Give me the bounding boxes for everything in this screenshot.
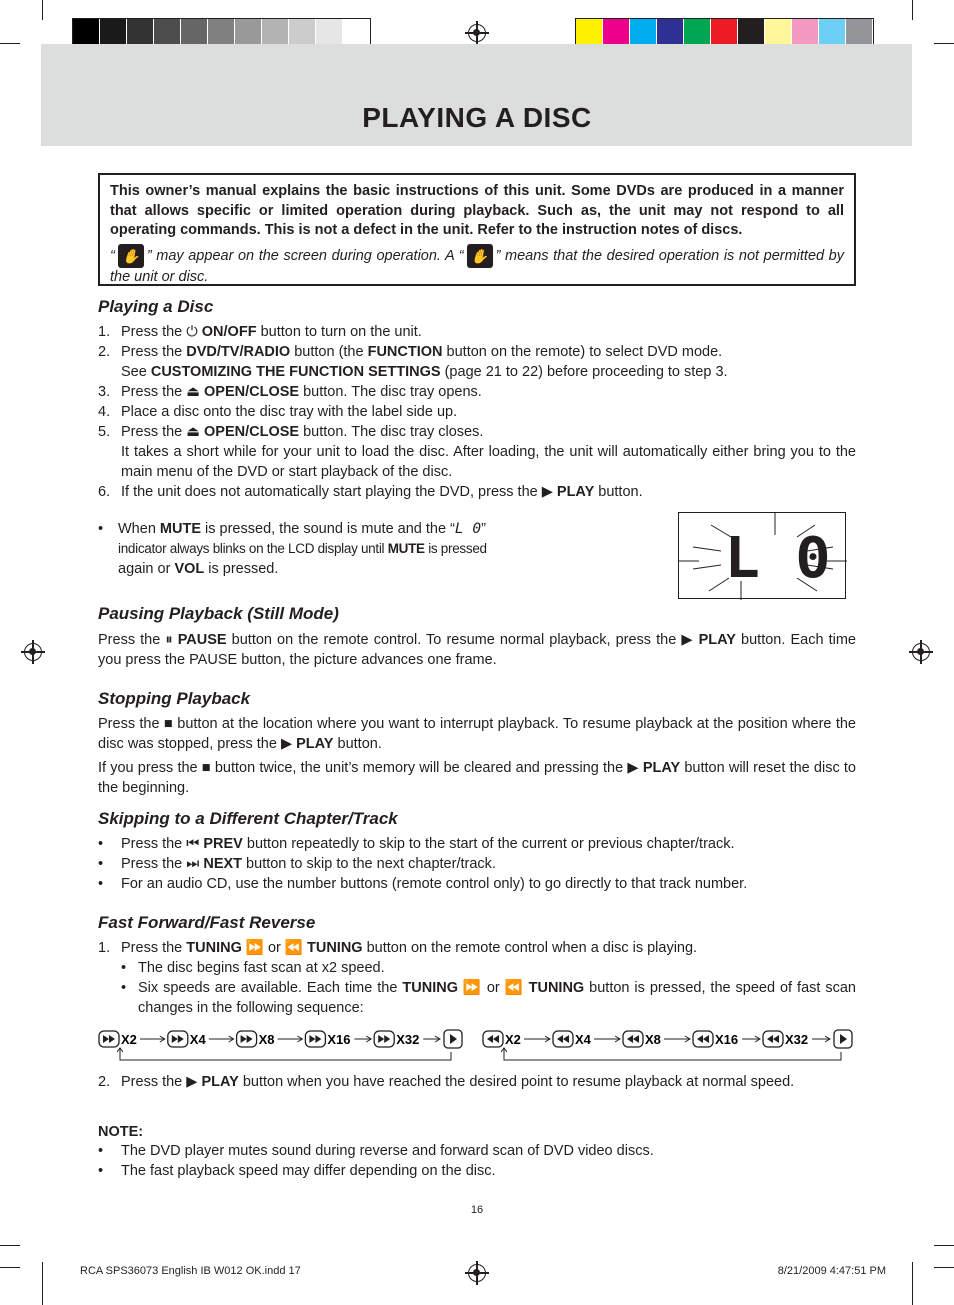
crop-mark [934,1245,954,1246]
speed-label: X2 [505,1032,521,1047]
forward-icon [378,1035,390,1043]
mute-note [98,519,558,579]
step-part: Press the ⏏ [121,424,205,440]
step-number [98,362,121,382]
mute-part: is pressed, the sound is mute and the “ [201,521,455,537]
gray-swatch [235,19,262,47]
color-swatch [819,19,846,47]
step-bold: FUNCTION [367,344,443,360]
mute-lcd-text: L 0 [454,521,482,537]
step-bold: OPEN/CLOSE [204,424,300,440]
step-bold: ON/OFF [201,324,257,340]
ffwd-part: TUNING ⏩ [186,940,264,956]
step-bold: CUSTOMIZING THE FUNCTION SETTINGS [150,364,441,380]
step-text [121,402,856,422]
step-bold: OPEN/CLOSE [204,384,300,400]
loop-return-arrow [501,1048,841,1060]
note-list [98,1141,856,1181]
step-bold: DVD/TV/RADIO [186,344,291,360]
step-number: 4. [98,404,111,420]
step-item [98,482,856,502]
fast-forward-sequence-diagram [98,1028,478,1068]
stopping-text-1 [98,714,856,754]
note-item [98,1161,856,1181]
speed-label: X16 [327,1032,351,1047]
step-number [98,442,121,482]
step-text [121,482,856,502]
ffwd-step-1: 1. Press the TUNING ⏩ or ⏪ TUNING button on the remote control when a disc is playing. [98,940,698,956]
mute-part: is pressed [424,541,487,556]
stopping-part: button will reset the disc to the beginning. [98,760,856,796]
gray-swatch [127,19,154,47]
step-part: Press the ⏻ [121,324,202,340]
pausing-part: button on the remote control. To resume normal playback, press the ▶ [226,632,699,648]
skip-text [121,874,747,894]
skip-item [98,834,856,854]
ffwd-part: Press the ▶ [121,1074,202,1090]
color-swatch [738,19,765,47]
sequence-arrow [423,1036,440,1042]
stopping-text-2 [98,758,856,798]
gray-swatch [100,19,127,47]
step-part: Press the [121,344,187,360]
step-part: button. The disc tray closes. [299,424,484,440]
step-item [98,402,856,422]
play-icon [450,1034,457,1044]
ffwd-part: button when you have reached the desired point to resume playback at normal speed. [238,1074,795,1090]
registration-mark-icon [468,24,486,42]
play-icon [840,1034,847,1044]
notice-bold-text: This owner’s manual explains the basic instructions of this unit. Some DVDs are produced in a manner that allows specific or limited operation during playback. Such as, the unit may not respond to all operating commands. This is not a defect in the unit. Refer to the instruction notes of discs. [110,183,844,238]
ffwd-part: Six speeds are available. Each time the [138,980,403,996]
color-swatch [711,19,738,47]
stopping-part: button. [333,736,382,752]
mute-part: again or [118,561,175,577]
gray-swatch [73,19,100,47]
playing-steps-list [98,322,856,502]
step-item [98,422,856,442]
color-swatch [765,19,792,47]
sequence-svg [98,1028,468,1068]
ffwd-part: ⏪ TUNING [284,940,363,956]
gray-swatch [208,19,235,47]
skipping-list [98,834,856,894]
pausing-part: PLAY [698,632,736,648]
step-part: (page 21 to 22) before proceeding to step 3. [440,364,728,380]
note-heading: NOTE: [98,1124,144,1140]
sequence-arrow [354,1036,371,1042]
speed-label: X4 [575,1032,591,1047]
mute-part: When [118,521,160,537]
ffwd-step-2-row: 2. Press the ▶ PLAY button when you have reached the desired point to resume playback at normal speed. [98,1072,856,1092]
pausing-part: button. Each time you press the PAUSE button, the picture advances one frame. [98,632,856,668]
step-number: 5. [98,424,111,440]
gray-swatch [316,19,343,47]
step-part: button to turn on the unit. [256,324,422,340]
rewind-icon [627,1035,639,1043]
color-swatch [846,19,873,47]
page-number: 16 [470,1204,484,1216]
step-bold: PLAY [556,484,595,500]
ffwd-part: ⏪ TUNING [504,980,585,996]
gray-swatch [262,19,289,47]
step-item [98,342,856,362]
ffwd-step-2-text [121,1072,856,1092]
mute-part: MUTE [159,521,202,537]
crop-mark [42,0,43,20]
ffwd-part: button is pressed, the speed of fast scan changes in the following sequence: [138,980,856,1016]
speed-label: X4 [189,1032,206,1047]
footer-timestamp: 8/21/2009 4:47:51 PM [777,1265,886,1277]
step-part: Place a disc onto the disc tray with the label side up. [121,404,458,420]
skip-part: button to skip to the next chapter/track. [242,856,496,872]
step-part: If the unit does not automatically start playing the DVD, press the ▶ [121,484,557,500]
step-text [121,362,856,382]
color-swatch [792,19,819,47]
skip-bold: PREV [203,836,243,852]
section-heading-playing: Playing a Disc [98,297,214,316]
prohibited-hand-icon: ✋ [118,244,144,268]
crop-mark [934,43,954,44]
ffwd-step-1-text [121,938,697,958]
gray-swatch [154,19,181,47]
sequence-svg [482,1028,858,1068]
crop-mark [0,1245,20,1246]
ffwd-bullet-2-text [138,978,856,1018]
skip-item [98,854,856,874]
page-title: PLAYING A DISC [362,102,592,133]
notice-box [98,173,856,286]
notice-italic-part: ” may appear on the screen during operation. A “ [146,247,464,264]
mute-bullet: • When MUTE is pressed, the sound is mute and the “L 0” indicator always blinks on the LCD display until MUTE is pressed again or VOL is pressed. [98,519,558,579]
step-part: button. The disc tray opens. [299,384,482,400]
pausing-text [98,630,856,670]
ffwd-part: button on the remote control when a disc is playing. [362,940,698,956]
mute-part: is pressed. [204,561,279,577]
crop-mark [42,1262,43,1305]
step-number: 1. [98,324,111,340]
bullet: • [98,836,104,852]
ffwd-bullet-1: • The disc begins fast scan at x2 speed. [121,960,385,976]
fast-reverse-sequence-diagram [482,1028,858,1068]
step-item [98,322,856,342]
forward-icon [103,1035,115,1043]
notice-italic-part: ” means that the desired operation is not permitted by the unit or disc. [110,247,844,285]
step-text [121,442,856,482]
skip-part: Press the ⏭ [121,856,204,872]
ffwd-bullet-2: • Six speeds are available. Each time the TUNING ⏩ or ⏪ TUNING button is pressed, the speed of fast scan changes in the following sequence: [121,980,856,1016]
stopping-part: PLAY [296,736,334,752]
bullet: • [98,1163,104,1179]
speed-label: X32 [785,1032,809,1047]
sequence-arrow [524,1036,550,1042]
step-text [121,422,856,442]
step-part: Press the ⏏ [121,384,205,400]
stopping-part: Press the ■ button at the location where you want to interrupt playback. To resume playback at the position where the disc was stopped, press the ▶ [98,716,856,752]
mute-part: VOL [174,561,205,577]
ffwd-bullet-1-text: The disc begins fast scan at x2 speed. [138,960,385,976]
step-part: button (the [290,344,368,360]
ffwd-steps [98,938,856,1018]
skip-item [98,874,856,894]
skip-text [121,854,496,874]
notice-italic-text [110,244,844,288]
color-swatch [684,19,711,47]
rewind-icon [557,1035,569,1043]
speed-label: X8 [258,1032,275,1047]
step-part: button on the remote) to select DVD mode. [442,344,723,360]
step-item [98,362,856,382]
skip-text [121,834,735,854]
gray-swatch [343,19,370,47]
skip-part: For an audio CD, use the number buttons (remote control only) to go directly to that track number. [121,876,748,892]
pausing-part: PAUSE [177,632,227,648]
step-part: See [121,364,151,380]
step-text [121,382,856,402]
sequence-arrow [812,1036,830,1042]
section-heading-skipping: Skipping to a Different Chapter/Track [98,809,398,828]
section-heading-stopping: Stopping Playback [98,689,251,708]
ffwd-step-2 [98,1072,856,1092]
registration-mark-icon [24,643,42,661]
registration-mark-icon [468,1264,486,1282]
footer-filename: RCA SPS36073 English IB W012 OK.indd 17 [80,1265,301,1277]
mute-part: indicator always blinks on the LCD display until [118,541,388,556]
sequence-arrow [209,1036,234,1042]
color-swatch [603,19,630,47]
speed-label: X16 [715,1032,739,1047]
speed-label: X32 [396,1032,420,1047]
section-heading-ffwd: Fast Forward/Fast Reverse [98,913,316,932]
notice-italic-part: “ [110,247,115,264]
stopping-part: If you press the ■ button twice, the unit’s memory will be cleared and pressing the ▶ [98,760,643,776]
crop-mark [0,43,20,44]
forward-icon [172,1035,184,1043]
skip-part: button repeatedly to skip to the start of the current or previous chapter/track. [242,836,735,852]
sequence-arrow [742,1036,760,1042]
step-text [121,342,856,362]
gray-swatch [181,19,208,47]
step-number: 6. [98,484,111,500]
rewind-icon [697,1035,709,1043]
speed-label: X8 [645,1032,661,1047]
mute-text [118,519,558,579]
color-swatch [657,19,684,47]
ffwd-part: or [263,940,285,956]
crop-mark [912,0,913,20]
step-text [121,322,856,342]
step-item [98,382,856,402]
forward-icon [241,1035,253,1043]
stopping-part: PLAY [642,760,681,776]
speed-label: X2 [121,1032,137,1047]
note-item [98,1141,856,1161]
sequence-arrow [664,1036,690,1042]
gray-swatch [289,19,316,47]
sequence-arrow [140,1036,165,1042]
note-text: The fast playback speed may differ depending on the disc. [121,1163,496,1179]
rewind-icon [487,1035,499,1043]
note-text: The DVD player mutes sound during reverse and forward scan of DVD video discs. [121,1143,654,1159]
step-part: It takes a short while for your unit to load the disc. After loading, the unit will automatically either bring you to the main menu of the DVD or start playback of the disc. [121,444,856,480]
color-swatch [630,19,657,47]
mute-line2 [118,541,487,556]
step-number: 3. [98,384,111,400]
rewind-icon [767,1035,779,1043]
prohibited-hand-icon: ✋ [467,244,493,268]
step-item [98,442,856,482]
bullet: • [98,1143,104,1159]
pausing-part: Press the ⏸ [98,632,178,648]
skip-bold: NEXT [203,856,243,872]
bullet: • [98,856,104,872]
forward-icon [309,1035,321,1043]
mute-part: MUTE [387,541,425,556]
crop-mark [912,1262,913,1305]
ffwd-part: or [481,980,505,996]
mute-part: ” [481,521,486,537]
loop-return-arrow [117,1048,451,1060]
section-heading-pausing: Pausing Playback (Still Mode) [98,604,339,623]
color-swatch [576,19,603,47]
sequence-arrow [594,1036,620,1042]
sequence-arrow [278,1036,303,1042]
ffwd-part: PLAY [201,1074,239,1090]
crop-mark [0,1267,20,1268]
skip-part: Press the ⏮ [121,836,204,852]
lcd-text: L 0 [724,526,831,591]
crop-mark [934,1267,954,1268]
bullet: • [98,876,104,892]
step-part: button. [594,484,643,500]
ffwd-part: Press the [121,940,187,956]
lcd-display-illustration [678,512,846,599]
step-number: 2. [98,344,111,360]
ffwd-part: TUNING ⏩ [402,980,482,996]
registration-mark-icon [912,643,930,661]
